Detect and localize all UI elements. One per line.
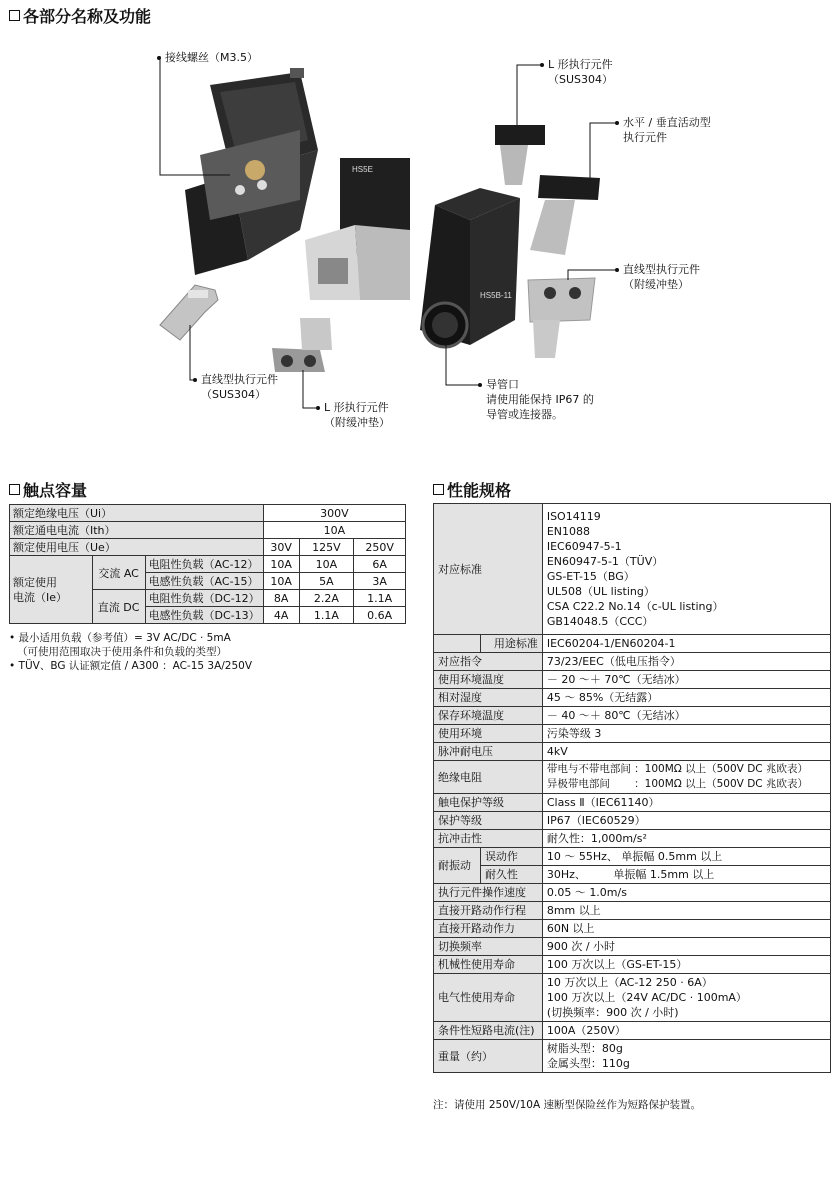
callout-hv-line1: 水平 / 垂直活动型 — [623, 116, 711, 129]
model-label-right: HS5B-11 — [480, 291, 512, 300]
leader-lines — [0, 0, 840, 460]
spec-value: 60N 以上 — [542, 920, 830, 938]
spec-label: 重量（约） — [434, 1040, 543, 1073]
dc-label: 直流 DC — [92, 590, 145, 624]
ith-value: 10A — [263, 522, 405, 539]
specs-table — [433, 503, 831, 1073]
table-row — [434, 707, 831, 725]
vibration-value: 10 ～ 55Hz、 单振幅 0.5mm 以上 — [542, 848, 830, 866]
current-value: 5A — [299, 573, 354, 590]
spec-label: 抗冲击性 — [434, 830, 543, 848]
voltage-header: 125V — [299, 539, 354, 556]
note-line: • TÜV、BG 认证额定值 / A300 ：AC-15 3A/250V — [9, 660, 253, 672]
spec-footnote: 注：请使用 250V/10A 速断型保险丝作为短路保护装置。 — [433, 1099, 701, 1111]
ie-label-line1: 额定使用 — [13, 575, 57, 589]
bullet-dot-icon — [615, 121, 619, 125]
vibration-sub-label: 耐久性 — [480, 866, 542, 884]
callout-terminal-screw-text: 接线螺丝（M3.5） — [165, 51, 258, 64]
spec-label: 使用环境温度 — [434, 671, 543, 689]
load-label: 电阻性负载（DC-12） — [145, 590, 263, 607]
table-row — [434, 635, 831, 653]
spec-value: － 20 ～＋ 70℃（无结冰） — [542, 671, 830, 689]
checkbox-square-icon — [433, 484, 444, 495]
bullet-dot-icon — [157, 56, 161, 60]
table-row — [434, 920, 831, 938]
standards-list — [542, 504, 830, 635]
spec-value: 45 ～ 85%（无结露） — [542, 689, 830, 707]
table-row — [434, 884, 831, 902]
spec-label: 执行元件操作速度 — [434, 884, 543, 902]
table-row — [434, 902, 831, 920]
ith-label: 额定通电电流（Ith） — [10, 522, 264, 539]
specs-section-title — [433, 478, 511, 501]
spec-value: 8mm 以上 — [542, 902, 830, 920]
ui-value: 300V — [263, 505, 405, 522]
use-standard-value: IEC60204-1/EN60204-1 — [542, 635, 830, 653]
table-row — [10, 522, 406, 539]
spec-value-line: 金属头型：110g — [546, 1057, 630, 1070]
spec-value: － 40 ～＋ 80℃（无结冰） — [542, 707, 830, 725]
current-value: 1.1A — [299, 607, 354, 624]
spec-value-line: 带电与不带电部间 ：100MΩ 以上（500V DC 兆欧表） — [546, 763, 808, 775]
current-value: 3A — [354, 573, 406, 590]
standard-item: CSA C22.2 No.14（c-UL listing） — [546, 600, 724, 613]
bullet-dot-icon — [316, 406, 320, 410]
spec-label: 机械性使用寿命 — [434, 956, 543, 974]
standard-item: EN1088 — [546, 525, 591, 538]
spec-label: 保存环境温度 — [434, 707, 543, 725]
spec-label: 电气性使用寿命 — [434, 974, 543, 1022]
table-row — [10, 556, 406, 573]
contact-capacity-table — [9, 504, 406, 624]
contact-section-title — [9, 478, 87, 501]
callout-l-sus-line2: （SUS304） — [548, 73, 614, 86]
note-line: • 最小适用负载（参考值）= 3V AC/DC · 5mA — [9, 632, 231, 644]
spec-label: 对应指令 — [434, 653, 543, 671]
table-row — [434, 1040, 831, 1073]
spec-label: 相对湿度 — [434, 689, 543, 707]
bullet-dot-icon — [540, 63, 544, 67]
model-label-mid: HS5E — [352, 165, 373, 174]
spec-value-line: 树脂头型：80g — [546, 1042, 623, 1055]
table-row — [434, 743, 831, 761]
callout-hv-actuator — [615, 115, 711, 145]
callout-conduit-line3: 导管或连接器。 — [486, 408, 563, 421]
spec-label: 触电保护等级 — [434, 794, 543, 812]
callout-l-actuator-cushion — [316, 400, 390, 430]
ie-label-line2: 电流（Ie） — [13, 590, 68, 604]
specs-title-text: 性能规格 — [447, 481, 512, 500]
current-value: 10A — [263, 573, 299, 590]
callout-conduit-line1: 导管口 — [486, 378, 519, 391]
standard-item: IEC60947-5-1 — [546, 540, 622, 553]
spec-value: 污染等级 3 — [542, 725, 830, 743]
load-label: 电阻性负载（AC-12） — [145, 556, 263, 573]
standards-label-cont — [434, 635, 481, 653]
spec-label: 脉冲耐电压 — [434, 743, 543, 761]
standards-label: 对应标准 — [434, 504, 543, 635]
use-standard-label: 用途标准 — [480, 635, 542, 653]
checkbox-square-icon — [9, 484, 20, 495]
spec-label: 绝缘电阻 — [434, 761, 543, 794]
table-row — [434, 830, 831, 848]
standard-item: GB14048.5（CCC） — [546, 615, 654, 628]
callout-lc-line1: L 形执行元件 — [324, 401, 389, 414]
spec-label: 直接开路动作行程 — [434, 902, 543, 920]
table-row — [434, 653, 831, 671]
voltage-header: 30V — [263, 539, 299, 556]
note-line: （可使用范围取决于使用条件和负载的类型） — [17, 646, 227, 658]
table-row — [434, 794, 831, 812]
callout-ss-line1: 直线型执行元件 — [201, 373, 278, 386]
table-row — [10, 505, 406, 522]
current-value: 10A — [263, 556, 299, 573]
standard-item: ISO14119 — [546, 510, 601, 523]
callout-conduit-line2: 请使用能保持 IP67 的 — [486, 393, 594, 406]
contact-notes — [9, 631, 252, 673]
callout-lc-line2: （附缓冲垫） — [324, 416, 390, 429]
spec-label: 条件性短路电流(注) — [434, 1022, 543, 1040]
current-value: 1.1A — [354, 590, 406, 607]
callout-l-actuator-sus — [540, 57, 613, 87]
table-row — [434, 689, 831, 707]
table-row — [434, 956, 831, 974]
callout-ss-line2: （SUS304） — [201, 388, 267, 401]
spec-value: 73/23/EEC（低电压指令） — [542, 653, 830, 671]
current-value: 8A — [263, 590, 299, 607]
vibration-value: 30Hz、 单振幅 1.5mm 以上 — [542, 866, 830, 884]
spec-label: 切换频率 — [434, 938, 543, 956]
callout-l-sus-line1: L 形执行元件 — [548, 58, 613, 71]
spec-value: IP67（IEC60529） — [542, 812, 830, 830]
vibration-sub-label: 误动作 — [480, 848, 542, 866]
ue-label: 额定使用电压（Ue） — [10, 539, 264, 556]
spec-value-line: 10 万次以上（AC-12 250 · 6A） — [546, 976, 713, 989]
voltage-header: 250V — [354, 539, 406, 556]
contact-title-text: 触点容量 — [23, 481, 88, 500]
current-value: 10A — [299, 556, 354, 573]
table-row — [434, 671, 831, 689]
spec-value: 100A（250V） — [542, 1022, 830, 1040]
callout-hv-line2: 执行元件 — [623, 131, 667, 144]
spec-label: 使用环境 — [434, 725, 543, 743]
table-row — [434, 938, 831, 956]
vibration-label: 耐振动 — [434, 848, 481, 884]
ac-label: 交流 AC — [92, 556, 145, 590]
callout-terminal-screw — [157, 50, 258, 65]
table-row — [434, 812, 831, 830]
spec-label: 保护等级 — [434, 812, 543, 830]
standard-item: EN60947-5-1（TÜV） — [546, 555, 664, 568]
callout-straight-actuator-cushion — [615, 262, 700, 292]
table-row — [434, 725, 831, 743]
parts-title-text: 各部分名称及功能 — [23, 7, 152, 26]
load-label: 电感性负载（DC-13） — [145, 607, 263, 624]
spec-value: 100 万次以上（GS-ET-15） — [542, 956, 830, 974]
table-row — [434, 504, 831, 635]
bullet-dot-icon — [615, 268, 619, 272]
standard-item: GS-ET-15（BG） — [546, 570, 635, 583]
spec-value-line: (切换频率：900 次 / 小时) — [546, 1006, 679, 1019]
bullet-dot-icon — [478, 383, 482, 387]
spec-value — [542, 974, 830, 1022]
callout-conduit — [478, 377, 594, 422]
spec-value: 耐久性：1,000m/s² — [542, 830, 830, 848]
current-value: 0.6A — [354, 607, 406, 624]
ie-label — [10, 556, 93, 624]
current-value: 2.2A — [299, 590, 354, 607]
table-row — [434, 1022, 831, 1040]
standard-item: UL508（UL listing） — [546, 585, 655, 598]
load-label: 电感性负载（AC-15） — [145, 573, 263, 590]
spec-value: 0.05 ～ 1.0m/s — [542, 884, 830, 902]
table-row — [10, 539, 406, 556]
spec-value: 4kV — [542, 743, 830, 761]
current-value: 6A — [354, 556, 406, 573]
table-row — [434, 866, 831, 884]
callout-straight-actuator-sus — [193, 372, 278, 402]
callout-sc-line1: 直线型执行元件 — [623, 263, 700, 276]
ui-label: 额定绝缘电压（Ui） — [10, 505, 264, 522]
spec-label: 直接开路动作力 — [434, 920, 543, 938]
spec-value-line: 100 万次以上（24V AC/DC · 100mA） — [546, 991, 747, 1004]
table-row — [434, 761, 831, 794]
table-row — [434, 848, 831, 866]
spec-value — [542, 761, 830, 794]
spec-value: 900 次 / 小时 — [542, 938, 830, 956]
current-value: 4A — [263, 607, 299, 624]
spec-value-line: 异极带电部间 ：100MΩ 以上（500V DC 兆欧表） — [546, 778, 808, 790]
spec-value — [542, 1040, 830, 1073]
table-row — [434, 974, 831, 1022]
callout-sc-line2: （附缓冲垫） — [623, 278, 689, 291]
bullet-dot-icon — [193, 378, 197, 382]
spec-value: Class Ⅱ（IEC61140） — [542, 794, 830, 812]
